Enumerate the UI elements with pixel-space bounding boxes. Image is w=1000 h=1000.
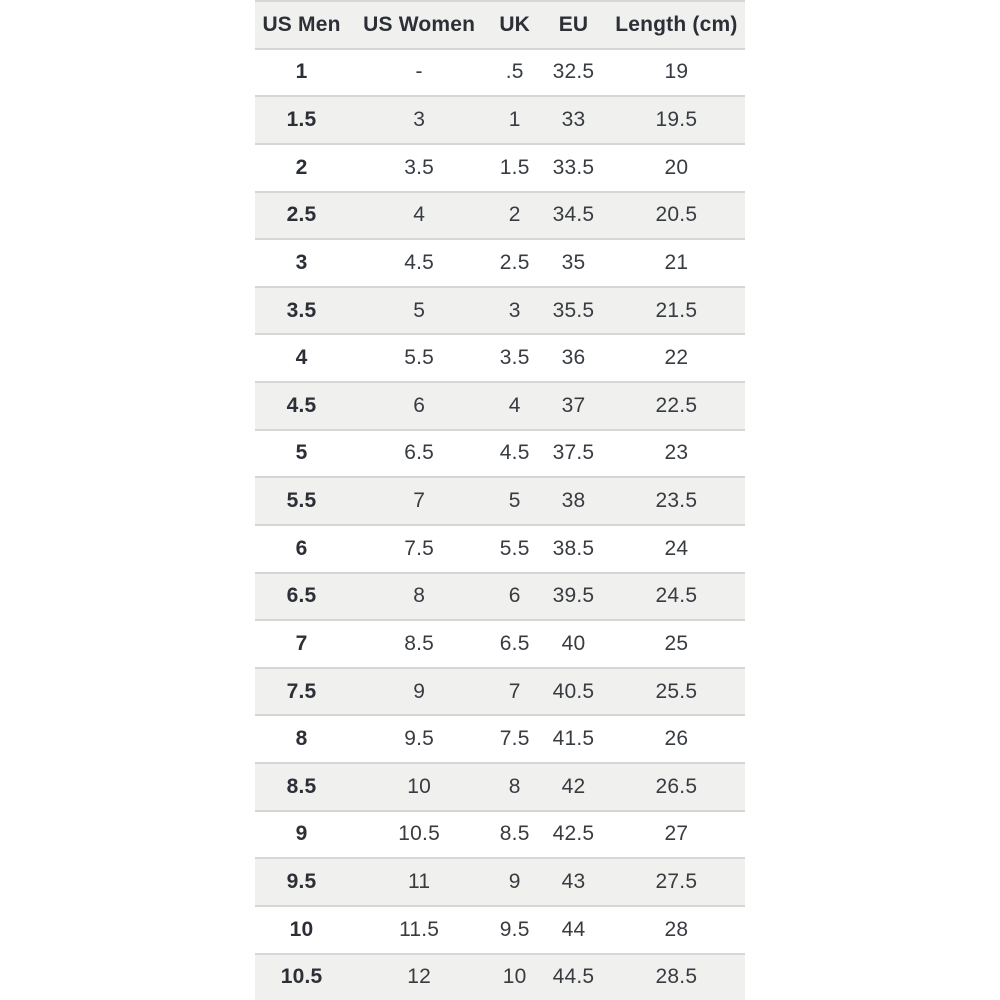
- table-cell: 5.5: [404, 346, 435, 370]
- table-row: [255, 191, 745, 239]
- table-row: [255, 95, 745, 143]
- table-cell: 24.5: [655, 584, 698, 608]
- table-cell: 24: [664, 536, 689, 560]
- table-cell: 28.5: [655, 965, 698, 989]
- table-row: [255, 238, 745, 286]
- table-cell: 40.5: [552, 679, 595, 703]
- table-cell: 7: [295, 631, 308, 655]
- table-cell: 27.5: [655, 870, 698, 894]
- table-cell: 41.5: [552, 727, 595, 751]
- table-row: [255, 714, 745, 762]
- table-cell: 11: [408, 870, 431, 894]
- table-header-row: [255, 0, 745, 48]
- table-cell: 9: [295, 822, 308, 846]
- table-cell: 5: [508, 489, 521, 513]
- table-cell: 40: [561, 631, 586, 655]
- table-cell: 26: [664, 727, 689, 751]
- table-cell: 33: [561, 108, 586, 132]
- table-cell: 35.5: [552, 298, 595, 322]
- table-row: [255, 429, 745, 477]
- table-cell: 25.5: [655, 679, 698, 703]
- table-cell: 7.5: [499, 727, 530, 751]
- table-cell: 8.5: [499, 822, 530, 846]
- table-cell: 2.5: [499, 250, 530, 274]
- table-cell: 2: [508, 203, 521, 227]
- table-cell: 36: [561, 346, 586, 370]
- table-cell: 22.5: [655, 393, 698, 417]
- column-header-uk: UK: [499, 12, 531, 36]
- table-cell: 20: [664, 155, 689, 179]
- table-cell: 9: [508, 870, 521, 894]
- table-cell: 34.5: [552, 203, 595, 227]
- table-cell: 4.5: [286, 393, 317, 417]
- table-row: [255, 476, 745, 524]
- table-cell: 19.5: [655, 108, 698, 132]
- table-cell: 8.5: [286, 774, 317, 798]
- table-cell: 1.5: [286, 108, 317, 132]
- table-row: [255, 667, 745, 715]
- table-cell: 4.5: [404, 250, 435, 274]
- table-cell: 23: [664, 441, 689, 465]
- table-cell: 44.5: [552, 965, 595, 989]
- table-cell: 5: [413, 298, 426, 322]
- table-cell: 8: [508, 774, 521, 798]
- table-cell: 1.5: [499, 155, 530, 179]
- table-cell: 25: [664, 631, 689, 655]
- table-cell: 7: [413, 489, 426, 513]
- table-cell: -: [415, 60, 423, 84]
- table-cell: 7: [508, 679, 521, 703]
- table-cell: 12: [407, 965, 432, 989]
- column-header-us-men: US Men: [262, 12, 341, 36]
- table-cell: 33.5: [552, 155, 595, 179]
- table-row: [255, 905, 745, 953]
- table-cell: 6.5: [499, 631, 530, 655]
- table-cell: 21.5: [655, 298, 698, 322]
- table-cell: 3: [413, 108, 426, 132]
- table-cell: 38: [561, 489, 586, 513]
- table-cell: 42.5: [552, 822, 595, 846]
- table-cell: 1: [295, 60, 308, 84]
- table-cell: 1: [508, 108, 521, 132]
- table-cell: 8: [295, 727, 308, 751]
- size-conversion-table: [255, 0, 745, 1000]
- table-cell: 4: [413, 203, 426, 227]
- table-row: [255, 619, 745, 667]
- table-cell: 8: [413, 584, 426, 608]
- table-row: [255, 286, 745, 334]
- table-cell: 35: [561, 250, 586, 274]
- table-row: [255, 381, 745, 429]
- table-row: [255, 524, 745, 572]
- table-cell: 32.5: [552, 60, 595, 84]
- table-cell: 10.5: [398, 822, 440, 846]
- table-cell: 5.5: [286, 489, 317, 513]
- table-cell: 44: [561, 917, 586, 941]
- table-cell: 9.5: [499, 917, 530, 941]
- table-cell: 10.5: [280, 965, 323, 989]
- column-header-length-cm: Length (cm): [615, 12, 738, 36]
- table-cell: 6.5: [286, 584, 317, 608]
- table-cell: 6: [508, 584, 521, 608]
- column-header-us-women: US Women: [363, 12, 476, 36]
- table-cell: 3.5: [499, 346, 530, 370]
- table-cell: 11.5: [399, 917, 440, 941]
- table-cell: 10: [407, 774, 432, 798]
- table-cell: 5: [295, 441, 308, 465]
- table-cell: 7.5: [286, 679, 317, 703]
- column-header-eu: EU: [558, 12, 589, 36]
- table-cell: 28: [664, 917, 689, 941]
- table-cell: 37: [561, 393, 586, 417]
- table-cell: 10: [289, 917, 314, 941]
- table-cell: 4.5: [499, 441, 530, 465]
- table-cell: 6: [295, 536, 308, 560]
- table-row: [255, 572, 745, 620]
- table-cell: 3.5: [286, 298, 317, 322]
- table-row: [255, 810, 745, 858]
- table-cell: 7.5: [404, 536, 435, 560]
- table-row: [255, 953, 745, 1000]
- table-cell: 22: [664, 346, 689, 370]
- table-cell: 19: [664, 60, 689, 84]
- table-cell: 10: [502, 965, 527, 989]
- table-cell: 3: [295, 250, 308, 274]
- table-cell: 5.5: [499, 536, 530, 560]
- table-row: [255, 333, 745, 381]
- table-cell: 20.5: [655, 203, 698, 227]
- table-row: [255, 857, 745, 905]
- table-cell: 27: [664, 822, 689, 846]
- table-row: [255, 143, 745, 191]
- table-cell: 8.5: [404, 631, 435, 655]
- table-cell: 4: [295, 346, 308, 370]
- table-cell: 23.5: [655, 489, 698, 513]
- table-row: [255, 48, 745, 96]
- table-cell: 38.5: [552, 536, 595, 560]
- table-cell: 2: [295, 155, 308, 179]
- table-cell: 39.5: [552, 584, 595, 608]
- table-cell: 3: [508, 298, 521, 322]
- table-cell: 26.5: [655, 774, 698, 798]
- table-cell: .5: [505, 60, 524, 84]
- table-cell: 37.5: [552, 441, 595, 465]
- table-row: [255, 762, 745, 810]
- table-cell: 9: [413, 679, 426, 703]
- table-cell: 3.5: [404, 155, 435, 179]
- table-cell: 42: [561, 774, 586, 798]
- table-cell: 9.5: [286, 870, 317, 894]
- table-cell: 43: [561, 870, 586, 894]
- table-cell: 2.5: [286, 203, 317, 227]
- table-cell: 21: [664, 250, 689, 274]
- table-cell: 6: [413, 393, 426, 417]
- table-cell: 6.5: [404, 441, 435, 465]
- table-cell: 4: [508, 393, 521, 417]
- table-cell: 9.5: [404, 727, 435, 751]
